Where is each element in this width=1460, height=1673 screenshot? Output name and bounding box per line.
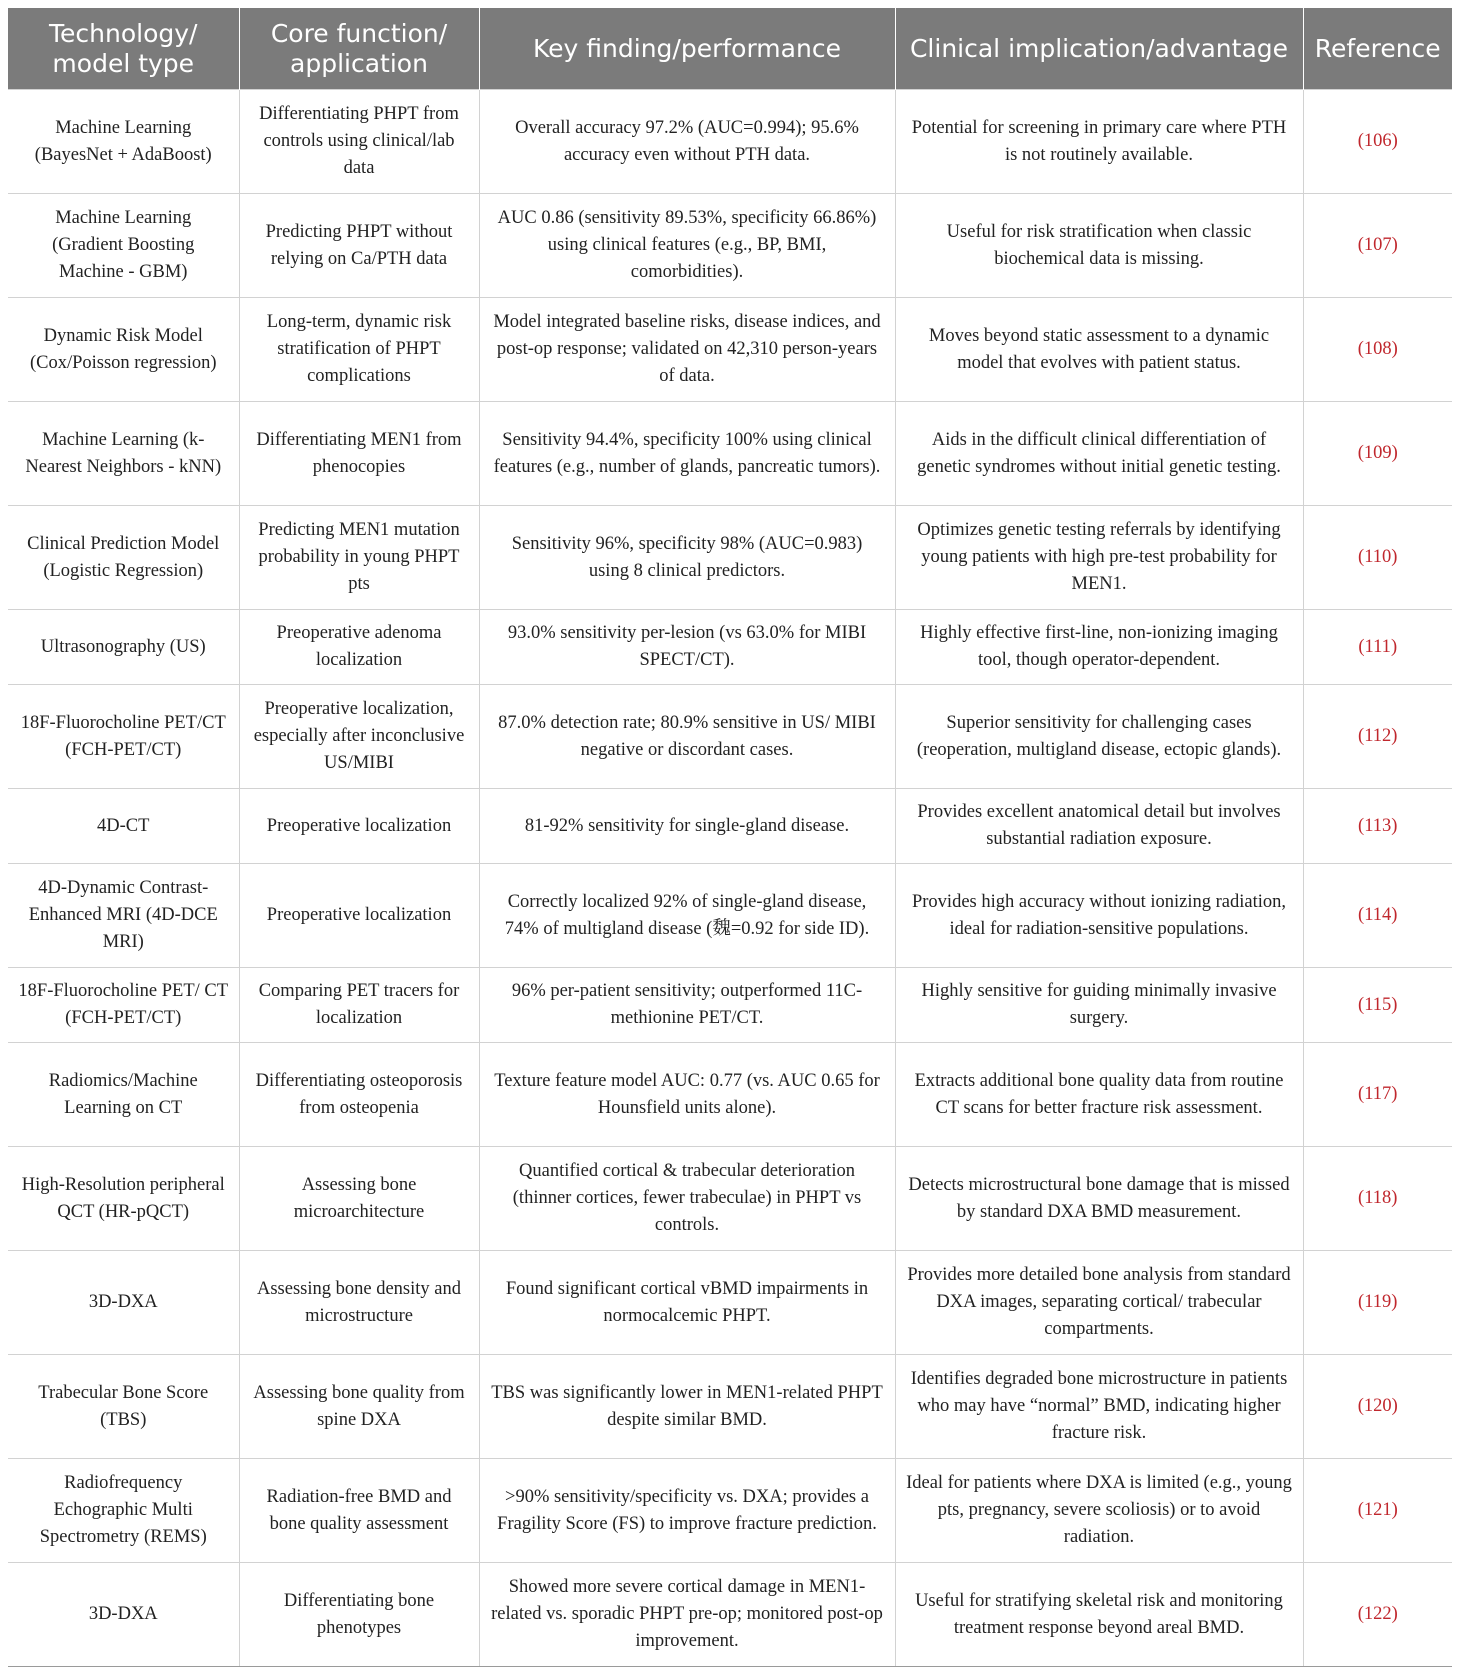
cell-function: Long-term, dynamic risk stratification of PHPT complications	[239, 298, 479, 402]
cell-function: Preoperative localization	[239, 789, 479, 864]
table-row	[8, 685, 1452, 789]
cell-technology: Radiomics/Machine Learning on CT	[8, 1043, 239, 1147]
cell-function: Assessing bone microarchitecture	[239, 1147, 479, 1251]
cell-finding: 81-92% sensitivity for single-gland disease.	[479, 789, 895, 864]
cell-reference: (112)	[1303, 685, 1452, 789]
cell-finding: Texture feature model AUC: 0.77 (vs. AUC 0.65 for Hounsfield units alone).	[479, 1043, 895, 1147]
table-row	[8, 610, 1452, 685]
cell-implication: Ideal for patients where DXA is limited (e.g., young pts, pregnancy, severe scoliosis) or to avoid radiation.	[895, 1459, 1303, 1563]
cell-function: Differentiating osteoporosis from osteopenia	[239, 1043, 479, 1147]
reference-link[interactable]: 122	[1363, 1604, 1392, 1624]
cell-finding: Showed more severe cortical damage in MEN1-related vs. sporadic PHPT pre-op; monitored post-op improvement.	[479, 1563, 895, 1667]
cell-implication: Detects microstructural bone damage that is missed by standard DXA BMD measurement.	[895, 1147, 1303, 1251]
cell-technology: Machine Learning (BayesNet + AdaBoost)	[8, 90, 239, 194]
cell-reference: (120)	[1303, 1355, 1452, 1459]
cell-function: Preoperative adenoma localization	[239, 610, 479, 685]
table-body	[8, 90, 1452, 1667]
cell-finding: Quantified cortical & trabecular deterioration (thinner cortices, fewer trabeculae) in PHPT vs controls.	[479, 1147, 895, 1251]
reference-link[interactable]: 106	[1363, 131, 1392, 151]
cell-function: Assessing bone quality from spine DXA	[239, 1355, 479, 1459]
reference-link[interactable]: 112	[1364, 726, 1392, 746]
reference-link[interactable]: 120	[1363, 1396, 1392, 1416]
cell-reference: (117)	[1303, 1043, 1452, 1147]
cell-implication: Provides high accuracy without ionizing radiation, ideal for radiation-sensitive populations.	[895, 864, 1303, 968]
cell-technology: Radiofrequency Echographic Multi Spectrometry (REMS)	[8, 1459, 239, 1563]
reference-link[interactable]: 110	[1364, 547, 1392, 567]
table-row	[8, 1459, 1452, 1563]
reference-link[interactable]: 107	[1363, 235, 1392, 255]
cell-function: Preoperative localization, especially after inconclusive US/MIBI	[239, 685, 479, 789]
reference-link[interactable]: 118	[1364, 1188, 1392, 1208]
header-technology: Technology/ model type	[8, 8, 239, 90]
reference-link[interactable]: 109	[1363, 443, 1392, 463]
cell-reference: (106)	[1303, 90, 1452, 194]
table-row	[8, 968, 1452, 1043]
table-row	[8, 298, 1452, 402]
cell-implication: Highly sensitive for guiding minimally invasive surgery.	[895, 968, 1303, 1043]
cell-implication: Provides more detailed bone analysis from standard DXA images, separating cortical/ trabecular compartments.	[895, 1251, 1303, 1355]
reference-link[interactable]: 108	[1363, 339, 1392, 359]
cell-reference: (121)	[1303, 1459, 1452, 1563]
cell-implication: Useful for stratifying skeletal risk and monitoring treatment response beyond areal BMD.	[895, 1563, 1303, 1667]
table-container	[8, 8, 1452, 1667]
cell-implication: Moves beyond static assessment to a dynamic model that evolves with patient status.	[895, 298, 1303, 402]
cell-reference: (109)	[1303, 402, 1452, 506]
header-implication: Clinical implication/advantage	[895, 8, 1303, 90]
table-row	[8, 864, 1452, 968]
cell-finding: Sensitivity 96%, specificity 98% (AUC=0.983) using 8 clinical predictors.	[479, 506, 895, 610]
reference-link[interactable]: 117	[1364, 1084, 1392, 1104]
cell-reference: (115)	[1303, 968, 1452, 1043]
cell-implication: Optimizes genetic testing referrals by identifying young patients with high pre-test probability for MEN1.	[895, 506, 1303, 610]
reference-link[interactable]: 111	[1364, 636, 1391, 657]
cell-technology: Trabecular Bone Score (TBS)	[8, 1355, 239, 1459]
cell-technology: Dynamic Risk Model (Cox/Poisson regression)	[8, 298, 239, 402]
reference-link[interactable]: 119	[1364, 1292, 1392, 1312]
cell-technology: 4D-CT	[8, 789, 239, 864]
table-row	[8, 194, 1452, 298]
table-row	[8, 1147, 1452, 1251]
cell-technology: Machine Learning (k-Nearest Neighbors - kNN)	[8, 402, 239, 506]
cell-function: Differentiating MEN1 from phenocopies	[239, 402, 479, 506]
cell-implication: Aids in the difficult clinical differentiation of genetic syndromes without initial genetic testing.	[895, 402, 1303, 506]
table-row	[8, 1251, 1452, 1355]
cell-function: Predicting MEN1 mutation probability in young PHPT pts	[239, 506, 479, 610]
reference-link[interactable]: 115	[1364, 994, 1392, 1015]
cell-reference: (111)	[1303, 610, 1452, 685]
table-row	[8, 1563, 1452, 1667]
cell-implication: Provides excellent anatomical detail but involves substantial radiation exposure.	[895, 789, 1303, 864]
cell-technology: 3D-DXA	[8, 1251, 239, 1355]
header-row	[8, 8, 1452, 90]
cell-finding: 87.0% detection rate; 80.9% sensitive in US/ MIBI negative or discordant cases.	[479, 685, 895, 789]
cell-finding: TBS was significantly lower in MEN1-related PHPT despite similar BMD.	[479, 1355, 895, 1459]
header-function: Core function/ application	[239, 8, 479, 90]
cell-implication: Identifies degraded bone microstructure in patients who may have “normal” BMD, indicating higher fracture risk.	[895, 1355, 1303, 1459]
table-row	[8, 90, 1452, 194]
cell-reference: (113)	[1303, 789, 1452, 864]
cell-reference: (119)	[1303, 1251, 1452, 1355]
reference-link[interactable]: 114	[1364, 905, 1392, 925]
cell-function: Radiation-free BMD and bone quality assessment	[239, 1459, 479, 1563]
reference-link[interactable]: 113	[1364, 815, 1392, 836]
cell-implication: Potential for screening in primary care where PTH is not routinely available.	[895, 90, 1303, 194]
table-row	[8, 1355, 1452, 1459]
header-finding: Key finding/performance	[479, 8, 895, 90]
reference-link[interactable]: 121	[1363, 1500, 1392, 1520]
cell-finding: 93.0% sensitivity per-lesion (vs 63.0% for MIBI SPECT/CT).	[479, 610, 895, 685]
cell-technology: High-Resolution peripheral QCT (HR-pQCT)	[8, 1147, 239, 1251]
cell-finding: >90% sensitivity/specificity vs. DXA; provides a Fragility Score (FS) to improve fracture prediction.	[479, 1459, 895, 1563]
cell-finding: 96% per-patient sensitivity; outperformed 11C-methionine PET/CT.	[479, 968, 895, 1043]
cell-function: Comparing PET tracers for localization	[239, 968, 479, 1043]
cell-function: Differentiating PHPT from controls using clinical/lab data	[239, 90, 479, 194]
cell-technology: 18F-Fluorocholine PET/CT (FCH-PET/CT)	[8, 685, 239, 789]
cell-technology: 18F-Fluorocholine PET/ CT (FCH-PET/CT)	[8, 968, 239, 1043]
cell-implication: Superior sensitivity for challenging cases (reoperation, multigland disease, ectopic glands).	[895, 685, 1303, 789]
cell-finding: Model integrated baseline risks, disease indices, and post-op response; validated on 42,310 person-years of data.	[479, 298, 895, 402]
cell-finding: Overall accuracy 97.2% (AUC=0.994); 95.6% accuracy even without PTH data.	[479, 90, 895, 194]
cell-reference: (122)	[1303, 1563, 1452, 1667]
table-row	[8, 402, 1452, 506]
table-row	[8, 789, 1452, 864]
cell-finding: Found significant cortical vBMD impairments in normocalcemic PHPT.	[479, 1251, 895, 1355]
cell-technology: 4D-Dynamic Contrast-Enhanced MRI (4D-DCE MRI)	[8, 864, 239, 968]
cell-reference: (110)	[1303, 506, 1452, 610]
cell-finding: AUC 0.86 (sensitivity 89.53%, specificity 66.86%) using clinical features (e.g., BP, BMI, comorbidities).	[479, 194, 895, 298]
table-header	[8, 8, 1452, 90]
cell-function: Differentiating bone phenotypes	[239, 1563, 479, 1667]
table-row	[8, 1043, 1452, 1147]
cell-function: Assessing bone density and microstructure	[239, 1251, 479, 1355]
cell-technology: Ultrasonography (US)	[8, 610, 239, 685]
table-row	[8, 506, 1452, 610]
cell-technology: Machine Learning (Gradient Boosting Machine - GBM)	[8, 194, 239, 298]
cell-reference: (107)	[1303, 194, 1452, 298]
cell-finding: Sensitivity 94.4%, specificity 100% using clinical features (e.g., number of glands, pancreatic tumors).	[479, 402, 895, 506]
cell-reference: (108)	[1303, 298, 1452, 402]
cell-reference: (118)	[1303, 1147, 1452, 1251]
cell-implication: Highly effective first-line, non-ionizing imaging tool, though operator-dependent.	[895, 610, 1303, 685]
cell-implication: Useful for risk stratification when classic biochemical data is missing.	[895, 194, 1303, 298]
cell-finding: Correctly localized 92% of single-gland disease, 74% of multigland disease (魏=0.92 for side ID).	[479, 864, 895, 968]
cell-technology: 3D-DXA	[8, 1563, 239, 1667]
header-reference: Reference	[1303, 8, 1452, 90]
technology-table	[8, 8, 1452, 1667]
cell-technology: Clinical Prediction Model (Logistic Regression)	[8, 506, 239, 610]
cell-implication: Extracts additional bone quality data from routine CT scans for better fracture risk assessment.	[895, 1043, 1303, 1147]
cell-function: Preoperative localization	[239, 864, 479, 968]
cell-function: Predicting PHPT without relying on Ca/PTH data	[239, 194, 479, 298]
cell-reference: (114)	[1303, 864, 1452, 968]
